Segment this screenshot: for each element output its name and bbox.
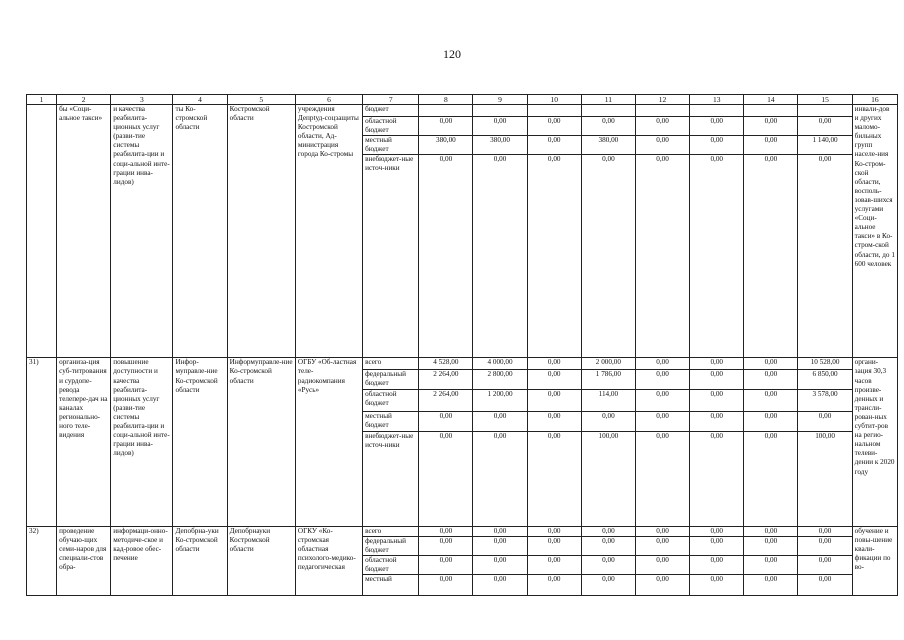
amount-cell: [581, 105, 635, 117]
amount-cell: [527, 105, 581, 117]
column-header: 3: [111, 95, 173, 105]
funding-source: федеральный бюджет: [363, 370, 419, 390]
participant: ОГБУ «Об-ластная теле-радиокомпания «Русь»: [295, 358, 362, 526]
amount-cell: 0,00: [798, 526, 852, 536]
task: и качества реабилита-ционных услуг (разви-тие системы реабилита-ции и соци-альной инте-грации инва-лидов): [111, 105, 173, 358]
amount-cell: 0,00: [527, 431, 581, 526]
amount-cell: 0,00: [635, 412, 689, 431]
funding-source: местный: [363, 575, 419, 596]
amount-cell: 4 528,00: [419, 358, 473, 370]
task: информаци-онно-методиче-ское и кад-ровое обес-печение: [111, 526, 173, 595]
row-number: 31): [27, 358, 57, 526]
amount-cell: 0,00: [798, 155, 852, 358]
amount-cell: 0,00: [527, 358, 581, 370]
amount-cell: 380,00: [473, 136, 527, 155]
column-header: 2: [57, 95, 111, 105]
column-header: 13: [690, 95, 744, 105]
column-header: 15: [798, 95, 852, 105]
row-number: 32): [27, 526, 57, 595]
amount-cell: 3 578,00: [798, 390, 852, 412]
amount-cell: 0,00: [527, 536, 581, 555]
amount-cell: 0,00: [690, 536, 744, 555]
amount-cell: 0,00: [690, 431, 744, 526]
amount-cell: 4 000,00: [473, 358, 527, 370]
table-row: [27, 358, 898, 370]
amount-cell: 0,00: [744, 390, 798, 412]
amount-cell: 0,00: [419, 526, 473, 536]
amount-cell: 0,00: [690, 555, 744, 574]
amount-cell: 0,00: [798, 536, 852, 555]
event-name: бы «Соци-альное такси»: [57, 105, 111, 358]
amount-cell: 0,00: [419, 412, 473, 431]
funding-source: областной бюджет: [363, 555, 419, 574]
amount-cell: 0,00: [473, 431, 527, 526]
amount-cell: 0,00: [473, 555, 527, 574]
amount-cell: 0,00: [419, 536, 473, 555]
amount-cell: 380,00: [419, 136, 473, 155]
amount-cell: 0,00: [581, 526, 635, 536]
amount-cell: 0,00: [527, 555, 581, 574]
column-header: 14: [744, 95, 798, 105]
amount-cell: 0,00: [473, 155, 527, 358]
event-name: организа-ция суб-титрования и сурдопе-ревода телепере-дач на каналах регионально-ного теле-видения: [57, 358, 111, 526]
funding-source: областной бюджет: [363, 117, 419, 136]
funding-source: областной бюджет: [363, 390, 419, 412]
coordinator: Костромской области: [227, 105, 295, 358]
column-header: 12: [635, 95, 689, 105]
executor: Инфор-муправле-ние Ко-стромской области: [173, 358, 227, 526]
column-header: 9: [473, 95, 527, 105]
amount-cell: 0,00: [744, 358, 798, 370]
amount-cell: 0,00: [635, 390, 689, 412]
amount-cell: 0,00: [527, 412, 581, 431]
amount-cell: 0,00: [581, 536, 635, 555]
amount-cell: 0,00: [744, 370, 798, 390]
amount-cell: 0,00: [690, 390, 744, 412]
amount-cell: 0,00: [635, 526, 689, 536]
funding-source: внебюджет-ные источ-ники: [363, 155, 419, 358]
amount-cell: 0,00: [744, 536, 798, 555]
column-header: 11: [581, 95, 635, 105]
amount-cell: 0,00: [744, 526, 798, 536]
participant: учреждения Депрtуд-соцзащиты Костромской области, Ад-министрация города Ко-стромы: [295, 105, 362, 358]
amount-cell: 0,00: [635, 136, 689, 155]
funding-source: местный бюджет: [363, 136, 419, 155]
funding-source: внебюджет-ные источ-ники: [363, 431, 419, 526]
amount-cell: 0,00: [635, 555, 689, 574]
row-number: [27, 105, 57, 358]
table-row: [27, 105, 898, 117]
header-row: [27, 95, 898, 105]
amount-cell: 1 786,00: [581, 370, 635, 390]
column-header: 5: [227, 95, 295, 105]
amount-cell: 0,00: [419, 555, 473, 574]
task: повышение доступности и качества реабилита-ционных услуг (разви-тие системы реабилита-ции и соци-альной инте-грации инва-лидов): [111, 358, 173, 526]
amount-cell: [635, 105, 689, 117]
event-name: проведение обучаю-щих семи-наров для специали-стов обра-: [57, 526, 111, 595]
amount-cell: 0,00: [527, 155, 581, 358]
column-header: 8: [419, 95, 473, 105]
amount-cell: 6 850,00: [798, 370, 852, 390]
amount-cell: [798, 105, 852, 117]
expected-result: инвали-дов и других маломо-бильных групп населе-ния Ко-стром-ской области, восполь-зовав-шихся услугами «Соци-альное такси» в Ко-стром-ской области, до 1 600 человек: [852, 105, 897, 358]
amount-cell: [419, 105, 473, 117]
amount-cell: 0,00: [419, 155, 473, 358]
amount-cell: 0,00: [527, 575, 581, 596]
amount-cell: 10 528,00: [798, 358, 852, 370]
amount-cell: 0,00: [690, 136, 744, 155]
amount-cell: 0,00: [527, 117, 581, 136]
amount-cell: 100,00: [798, 431, 852, 526]
column-header: 6: [295, 95, 362, 105]
coordinator: Информуправле-ние Ко-стромской области: [227, 358, 295, 526]
amount-cell: 1 140,00: [798, 136, 852, 155]
funding-source: всего: [363, 358, 419, 370]
amount-cell: 0,00: [798, 117, 852, 136]
amount-cell: 0,00: [744, 412, 798, 431]
amount-cell: 0,00: [635, 117, 689, 136]
amount-cell: 0,00: [744, 431, 798, 526]
amount-cell: 2 800,00: [473, 370, 527, 390]
amount-cell: 0,00: [690, 358, 744, 370]
amount-cell: 1 200,00: [473, 390, 527, 412]
amount-cell: 2 000,00: [581, 358, 635, 370]
amount-cell: 0,00: [744, 555, 798, 574]
amount-cell: 0,00: [690, 575, 744, 596]
funding-source: всего: [363, 526, 419, 536]
amount-cell: 2 264,00: [419, 370, 473, 390]
amount-cell: 0,00: [690, 526, 744, 536]
amount-cell: 0,00: [419, 575, 473, 596]
amount-cell: 0,00: [473, 412, 527, 431]
column-header: 7: [363, 95, 419, 105]
amount-cell: 0,00: [690, 155, 744, 358]
amount-cell: 0,00: [798, 555, 852, 574]
amount-cell: [744, 105, 798, 117]
amount-cell: 380,00: [581, 136, 635, 155]
amount-cell: 0,00: [527, 390, 581, 412]
amount-cell: 0,00: [635, 431, 689, 526]
amount-cell: 0,00: [744, 117, 798, 136]
amount-cell: 0,00: [581, 412, 635, 431]
amount-cell: 0,00: [690, 412, 744, 431]
funding-source: местный бюджет: [363, 412, 419, 431]
amount-cell: 0,00: [690, 117, 744, 136]
amount-cell: 0,00: [635, 155, 689, 358]
amount-cell: 0,00: [798, 575, 852, 596]
participant: ОГКУ «Ко-стромская областная психолого-медико-педагогическая: [295, 526, 362, 595]
column-header: 1: [27, 95, 57, 105]
amount-cell: 0,00: [527, 526, 581, 536]
amount-cell: 0,00: [473, 526, 527, 536]
amount-cell: 114,00: [581, 390, 635, 412]
amount-cell: 0,00: [635, 536, 689, 555]
column-header: 4: [173, 95, 227, 105]
amount-cell: 0,00: [581, 555, 635, 574]
amount-cell: 0,00: [690, 370, 744, 390]
amount-cell: 0,00: [419, 431, 473, 526]
amount-cell: 0,00: [527, 370, 581, 390]
amount-cell: 2 264,00: [419, 390, 473, 412]
budget-table: [26, 94, 898, 596]
amount-cell: 0,00: [527, 136, 581, 155]
funding-source: бюджет: [363, 105, 419, 117]
amount-cell: 0,00: [473, 575, 527, 596]
amount-cell: 0,00: [635, 575, 689, 596]
amount-cell: [690, 105, 744, 117]
funding-source: федеральный бюджет: [363, 536, 419, 555]
column-header: 16: [852, 95, 897, 105]
amount-cell: 0,00: [473, 117, 527, 136]
amount-cell: 0,00: [744, 575, 798, 596]
executor: Депобрна-уки Ко-стромской области: [173, 526, 227, 595]
amount-cell: 0,00: [581, 575, 635, 596]
amount-cell: 0,00: [473, 536, 527, 555]
coordinator: Депобрнауки Костромской области: [227, 526, 295, 595]
expected-result: обучение и повы-шение квали-фикации по во-: [852, 526, 897, 595]
column-header: 10: [527, 95, 581, 105]
amount-cell: 0,00: [419, 117, 473, 136]
table-row: [27, 526, 898, 536]
amount-cell: 0,00: [581, 155, 635, 358]
amount-cell: 0,00: [798, 412, 852, 431]
amount-cell: 0,00: [581, 117, 635, 136]
amount-cell: 0,00: [635, 358, 689, 370]
amount-cell: 0,00: [744, 136, 798, 155]
page-number: 120: [443, 47, 461, 61]
amount-cell: 100,00: [581, 431, 635, 526]
amount-cell: 0,00: [635, 370, 689, 390]
expected-result: органи-зация 30,3 часов произве-денных и трансли-рован-ных субтит-ров на регио-нальном телеви-дении к 2020 году: [852, 358, 897, 526]
amount-cell: 0,00: [744, 155, 798, 358]
amount-cell: [473, 105, 527, 117]
executor: ты Ко-стромской области: [173, 105, 227, 358]
